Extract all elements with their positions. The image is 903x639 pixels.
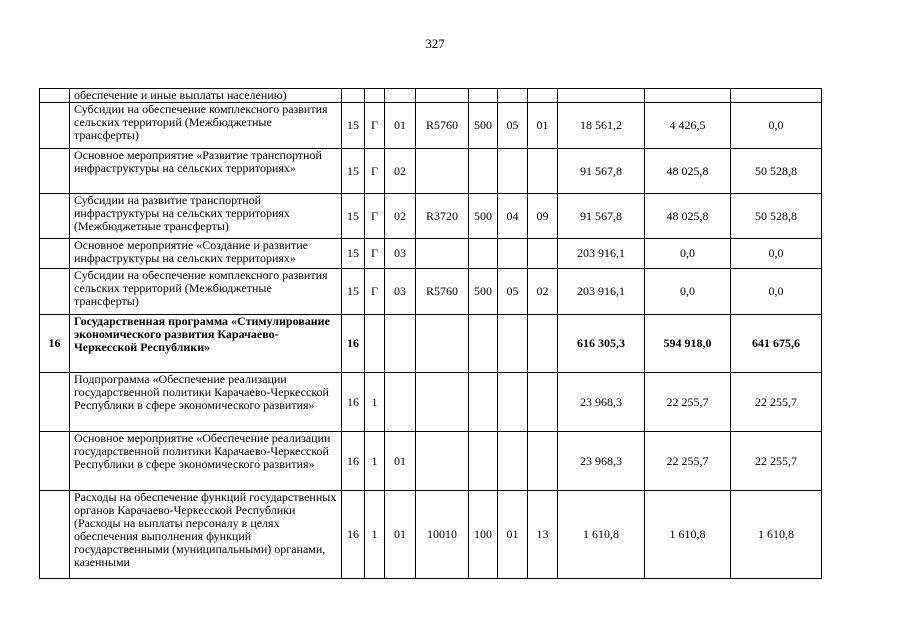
row-number-cell: 16 (40, 315, 70, 373)
program-code-cell: 15 (342, 194, 365, 239)
section-code-cell (498, 315, 528, 373)
main-event-code-cell (385, 315, 416, 373)
table-row (40, 315, 822, 373)
table-row (40, 103, 822, 149)
program-code-cell: 15 (342, 239, 365, 269)
item-name-cell: Подпрограмма «Обеспечение реализации государственной политики Карачаево-Черкесской Республики в сфере экономического развития» (70, 373, 342, 432)
amount-year1-cell: 91 567,8 (558, 149, 645, 194)
amount-year3-cell: 641 675,6 (731, 315, 822, 373)
amount-year1-cell: 23 968,3 (558, 432, 645, 491)
subprogram-code-cell: Г (365, 149, 385, 194)
amount-year3-cell: 1 610,8 (731, 491, 822, 579)
amount-year1-cell: 203 916,1 (558, 269, 645, 315)
page-number: 327 (425, 36, 445, 51)
row-number-cell (40, 103, 70, 149)
expense-type-cell: 500 (469, 194, 498, 239)
subsection-code-cell: 13 (528, 491, 558, 579)
expense-type-cell (469, 89, 498, 103)
row-number-cell (40, 194, 70, 239)
row-number-cell (40, 269, 70, 315)
main-event-code-cell: 03 (385, 269, 416, 315)
direction-code-cell: R3720 (416, 194, 469, 239)
subprogram-code-cell: Г (365, 194, 385, 239)
item-name-cell: Основное мероприятие «Развитие транспортной инфраструктуры на сельских территориях» (70, 149, 342, 194)
direction-code-cell (416, 89, 469, 103)
section-code-cell: 01 (498, 491, 528, 579)
program-code-cell: 15 (342, 269, 365, 315)
section-code-cell (498, 89, 528, 103)
subprogram-code-cell: 1 (365, 491, 385, 579)
subsection-code-cell (528, 432, 558, 491)
table-row (40, 432, 822, 491)
section-code-cell (498, 432, 528, 491)
section-code-cell: 05 (498, 103, 528, 149)
amount-year2-cell: 1 610,8 (645, 491, 731, 579)
direction-code-cell (416, 432, 469, 491)
budget-table (39, 88, 822, 579)
amount-year2-cell: 0,0 (645, 239, 731, 269)
amount-year1-cell: 203 916,1 (558, 239, 645, 269)
table-row (40, 149, 822, 194)
amount-year3-cell: 50 528,8 (731, 194, 822, 239)
amount-year2-cell: 22 255,7 (645, 373, 731, 432)
expense-type-cell (469, 373, 498, 432)
direction-code-cell: R5760 (416, 103, 469, 149)
item-name-cell: Расходы на обеспечение функций государственных органов Карачаево-Черкесской Республики (Расходы на выплаты персоналу в целях обеспечения выполнения функций государственными (муниципальными) органами, казенными (70, 491, 342, 579)
row-number-cell (40, 491, 70, 579)
subsection-code-cell (528, 373, 558, 432)
amount-year2-cell: 594 918,0 (645, 315, 731, 373)
expense-type-cell: 100 (469, 491, 498, 579)
amount-year2-cell: 48 025,8 (645, 149, 731, 194)
subsection-code-cell: 02 (528, 269, 558, 315)
row-number-cell (40, 89, 70, 103)
amount-year3-cell: 22 255,7 (731, 373, 822, 432)
amount-year2-cell: 0,0 (645, 269, 731, 315)
amount-year3-cell (731, 89, 822, 103)
row-number-cell (40, 149, 70, 194)
program-code-cell: 16 (342, 432, 365, 491)
amount-year2-cell: 22 255,7 (645, 432, 731, 491)
amount-year1-cell: 23 968,3 (558, 373, 645, 432)
amount-year1-cell: 18 561,2 (558, 103, 645, 149)
subprogram-code-cell (365, 89, 385, 103)
subprogram-code-cell: 1 (365, 432, 385, 491)
table-row (40, 269, 822, 315)
subsection-code-cell (528, 315, 558, 373)
main-event-code-cell (385, 373, 416, 432)
amount-year2-cell: 48 025,8 (645, 194, 731, 239)
amount-year3-cell: 0,0 (731, 103, 822, 149)
table-row (40, 194, 822, 239)
expense-type-cell (469, 239, 498, 269)
direction-code-cell (416, 315, 469, 373)
direction-code-cell (416, 149, 469, 194)
item-name-cell: обеспечение и иные выплаты населению) (70, 89, 342, 103)
subprogram-code-cell: Г (365, 239, 385, 269)
subsection-code-cell: 01 (528, 103, 558, 149)
amount-year1-cell: 1 610,8 (558, 491, 645, 579)
main-event-code-cell: 01 (385, 491, 416, 579)
subprogram-code-cell (365, 315, 385, 373)
subprogram-code-cell: 1 (365, 373, 385, 432)
direction-code-cell: 10010 (416, 491, 469, 579)
direction-code-cell (416, 239, 469, 269)
item-name-cell: Основное мероприятие «Обеспечение реализации государственной политики Карачаево-Черкесской Республики в сфере экономического развития» (70, 432, 342, 491)
section-code-cell (498, 239, 528, 269)
table-row (40, 239, 822, 269)
row-number-cell (40, 432, 70, 491)
amount-year3-cell: 22 255,7 (731, 432, 822, 491)
section-code-cell (498, 149, 528, 194)
item-name-cell: Субсидии на обеспечение комплексного развития сельских территорий (Межбюджетные трансферты) (70, 269, 342, 315)
table-row (40, 491, 822, 579)
item-name-cell: Субсидии на развитие транспортной инфраструктуры на сельских территориях (Межбюджетные трансферты) (70, 194, 342, 239)
table-row (40, 373, 822, 432)
subprogram-code-cell: Г (365, 269, 385, 315)
program-code-cell: 16 (342, 373, 365, 432)
main-event-code-cell: 01 (385, 432, 416, 491)
program-code-cell: 15 (342, 103, 365, 149)
amount-year1-cell: 91 567,8 (558, 194, 645, 239)
item-name-cell: Субсидии на обеспечение комплексного развития сельских территорий (Межбюджетные трансферты) (70, 103, 342, 149)
subsection-code-cell (528, 149, 558, 194)
direction-code-cell: R5760 (416, 269, 469, 315)
section-code-cell (498, 373, 528, 432)
amount-year2-cell: 4 426,5 (645, 103, 731, 149)
program-code-cell: 16 (342, 491, 365, 579)
main-event-code-cell (385, 89, 416, 103)
amount-year3-cell: 50 528,8 (731, 149, 822, 194)
main-event-code-cell: 02 (385, 194, 416, 239)
table-row (40, 89, 822, 103)
row-number-cell (40, 239, 70, 269)
amount-year3-cell: 0,0 (731, 239, 822, 269)
row-number-cell (40, 373, 70, 432)
subsection-code-cell (528, 239, 558, 269)
subprogram-code-cell: Г (365, 103, 385, 149)
direction-code-cell (416, 373, 469, 432)
amount-year1-cell (558, 89, 645, 103)
main-event-code-cell: 01 (385, 103, 416, 149)
expense-type-cell: 500 (469, 103, 498, 149)
main-event-code-cell: 02 (385, 149, 416, 194)
amount-year2-cell (645, 89, 731, 103)
section-code-cell: 04 (498, 194, 528, 239)
subsection-code-cell: 09 (528, 194, 558, 239)
program-code-cell: 15 (342, 149, 365, 194)
program-code-cell: 16 (342, 315, 365, 373)
expense-type-cell (469, 149, 498, 194)
section-code-cell: 05 (498, 269, 528, 315)
program-code-cell (342, 89, 365, 103)
expense-type-cell (469, 315, 498, 373)
budget-table-body (40, 89, 822, 579)
item-name-cell: Основное мероприятие «Создание и развитие инфраструктуры на сельских территориях» (70, 239, 342, 269)
amount-year1-cell: 616 305,3 (558, 315, 645, 373)
subsection-code-cell (528, 89, 558, 103)
amount-year3-cell: 0,0 (731, 269, 822, 315)
expense-type-cell: 500 (469, 269, 498, 315)
main-event-code-cell: 03 (385, 239, 416, 269)
item-name-cell: Государственная программа «Стимулирование экономического развития Карачаево-Черкесской Республики» (70, 315, 342, 373)
expense-type-cell (469, 432, 498, 491)
